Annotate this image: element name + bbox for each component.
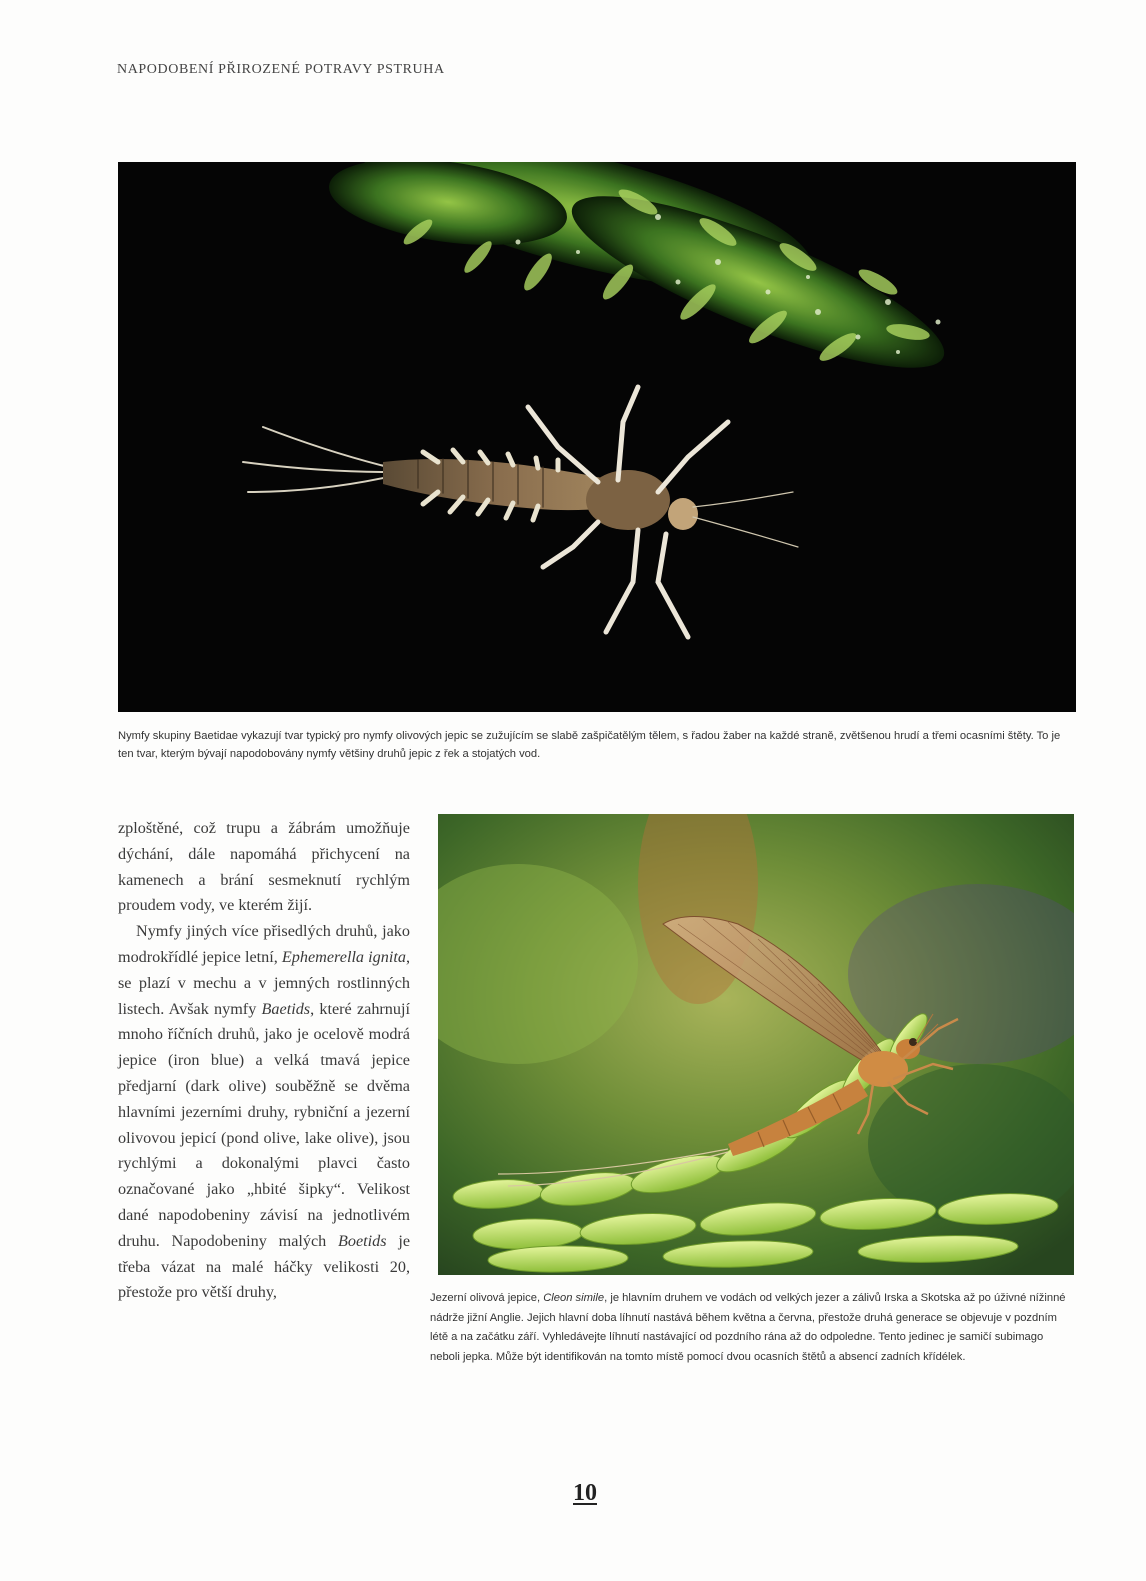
paragraph-2 xyxy=(118,919,410,1306)
species-boetids: Boetids xyxy=(338,1231,387,1250)
paragraph-2-text-a: Nymfy jiných více přisedlých druhů, jako modrokřídlé jepice letní, xyxy=(118,922,410,966)
paragraph-2-text-b: , se plazí v mechu a v jemných rostlinných listech. Avšak nymfy xyxy=(118,947,410,1018)
top-figure-caption: Nymfy skupiny Baetidae vykazují tvar typický pro nymfy olivových jepic se zužujícím se slabě zašpičatělým tělem, s řadou žaber na každé straně, zvětšenou hrudí a třemi ocasními štěty. To je ten tvar, kterým bývají napodobovány nymfy většiny druhů jepic z řek a stojatých vod. xyxy=(118,730,1061,760)
body-text-column xyxy=(118,816,410,1306)
paragraph-2-text-c: , které zahrnují mnoho říčních druhů, jako je ocelově modrá jepice (iron blue) a velká tmavá jepice předjarní (dark olive) souběžně se dvěma hlavními jezerními druhy, rybniční a jezerní olivovou jepicí (pond olive, lake olive), jsou rychlými a dokonalými plavci často označované jako „hbité šipky“. Velikost dané napodobeniny závisí na jednotlivém druhu. Napodobeniny malých xyxy=(118,999,410,1250)
page-number: 10 xyxy=(573,1480,597,1506)
paragraph-2-text-d: je třeba vázat na malé háčky velikosti 20, přestože pro větší druhy, xyxy=(118,1231,411,1302)
paragraph-1: zploštěné, což trupu a žábrám umožňuje dýchání, dále napomáhá přichycení na kamenech a brání sesmeknutí rychlým proudem vody, ve kterém žijí. xyxy=(118,819,410,915)
bottom-caption-text-b: , je hlavním druhem ve vodách od velkých jezer a zálivů Irska a Skotska až po úživné nížinné nádrže jižní Anglie. Jejich hlavní doba líhnutí nastává během května a června, přestože druhá generace se objevuje v pozdním létě a na začátku září. Vyhledávejte líhnutí nastávající od pozdního rána až do odpoledne. Tento jedinec je samičí subimago neboli jepka. Může být identifikován na tomto místě pomocí dvou ocasních štětů a absencí zadních křídélek. xyxy=(430,1292,1066,1363)
mayfly-nymph-photo xyxy=(118,162,1076,712)
lake-olive-mayfly-photo xyxy=(438,814,1074,1275)
bottom-figure-caption xyxy=(430,1289,1070,1367)
species-cleon-simile: Cleon simile xyxy=(543,1292,605,1304)
bottom-caption-text-a: Jezerní olivová jepice, xyxy=(430,1292,544,1304)
species-ephemerella: Ephemerella ignita xyxy=(281,947,406,966)
species-baetids: Baetids xyxy=(261,999,311,1018)
running-head: NAPODOBENÍ PŘIROZENÉ POTRAVY PSTRUHA xyxy=(117,62,445,77)
